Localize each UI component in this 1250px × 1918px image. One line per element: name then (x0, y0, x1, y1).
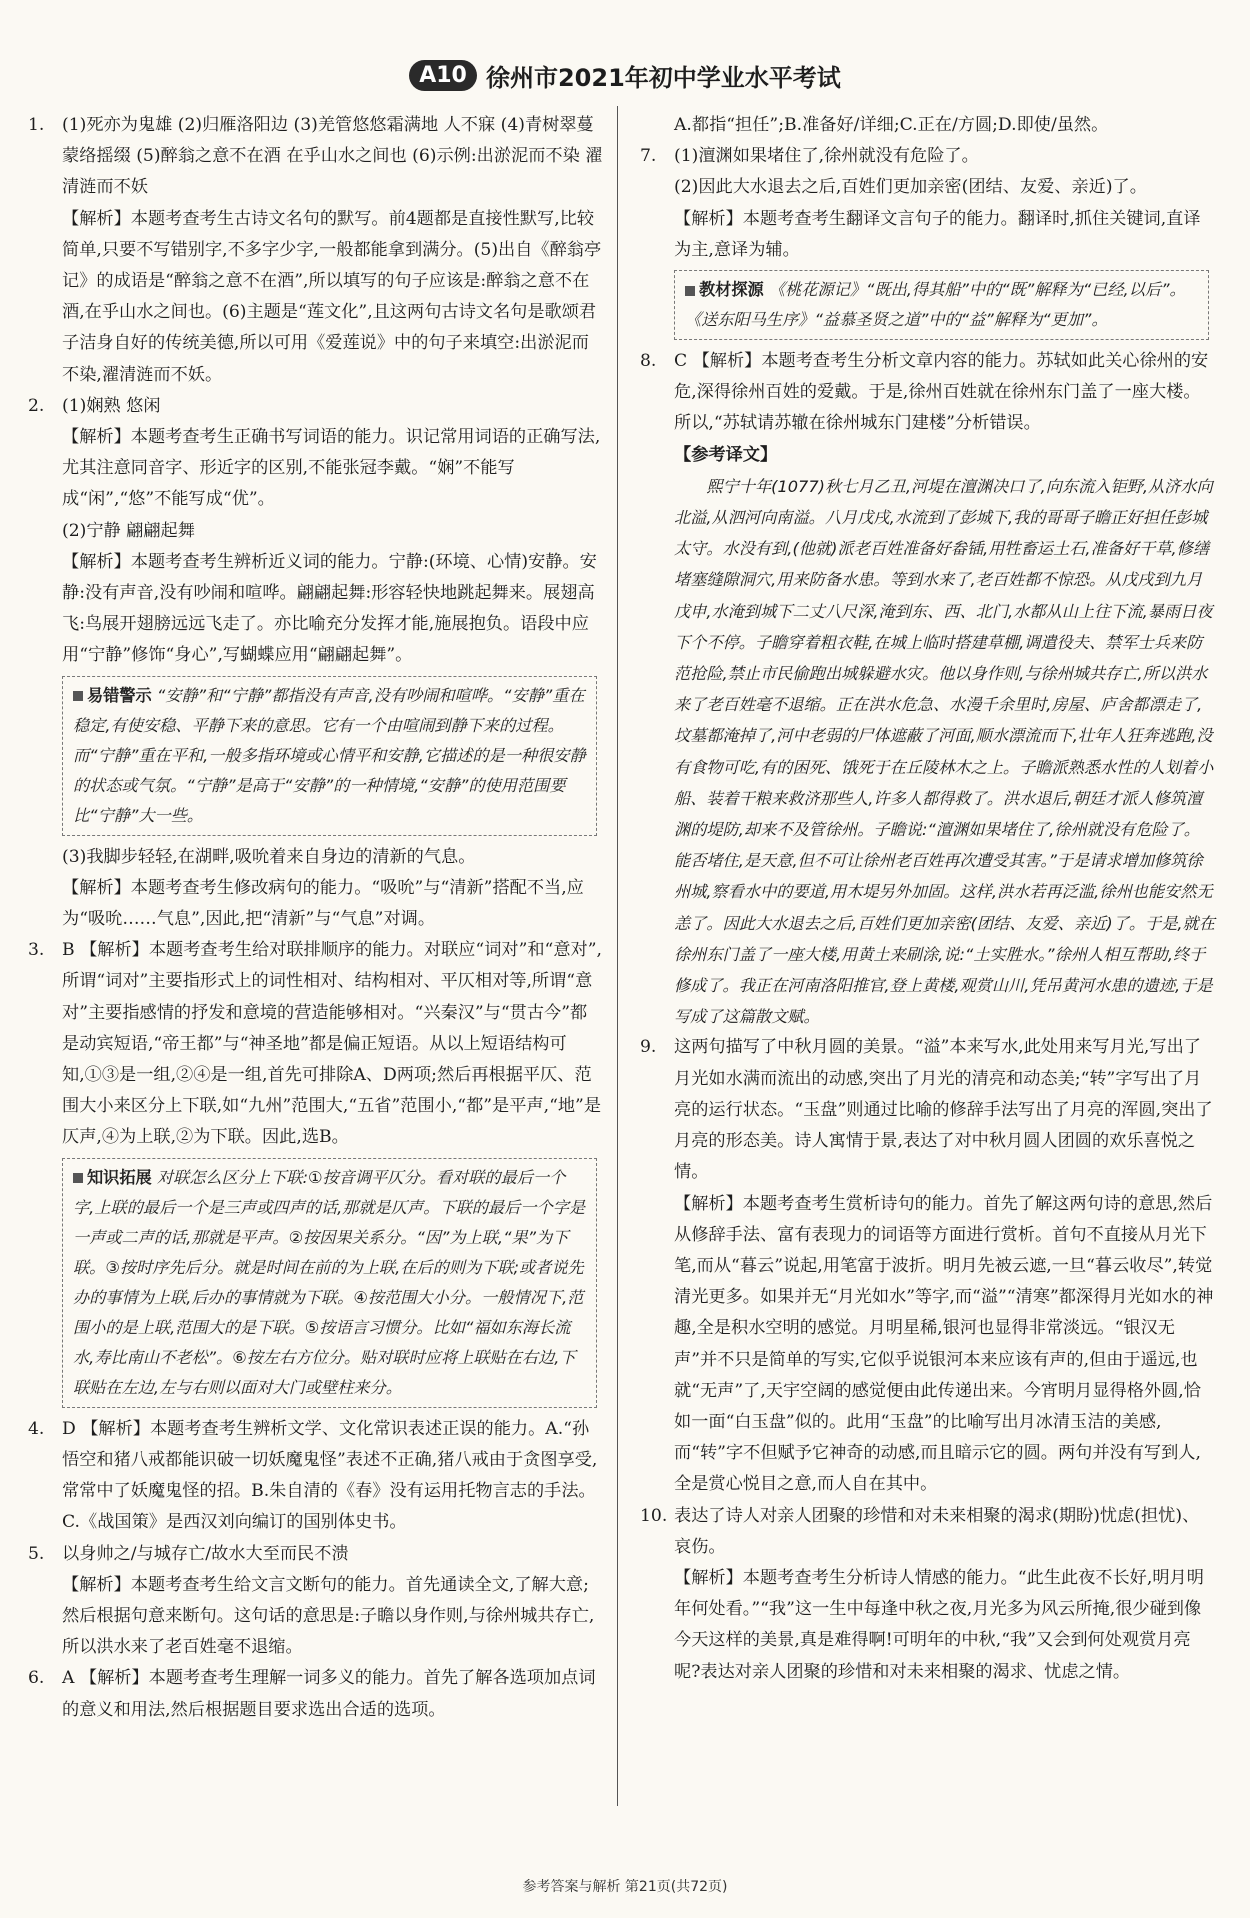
question-number: 9. (640, 1037, 657, 1058)
question-number: 5. (28, 1543, 45, 1564)
answer-text: (3)我脚步轻轻,在湖畔,吸吮着来自身边的清新的气息。 (62, 846, 476, 867)
answer-text: (1)死亦为鬼雄 (2)归雁洛阳边 (3)羌管悠悠霜满地 人不寐 (4)青树翠蔓 蒙络摇缀 (5)醉翁之意不在酒 在乎山水之间也 (6)示例:出淤泥而不染 濯清涟而不妖 (62, 115, 603, 198)
question-5 (28, 1539, 603, 1664)
page-footer: 参考答案与解析 第21页(共72页) (522, 1879, 728, 1895)
question-8 (640, 346, 1215, 471)
answer-text: B 【解析】本题考查考生给对联排顺序的能力。对联应“词对”和“意对”,所谓“词对”主要指形式上的词性相对、结构相对、平仄相对等,所谓“意对”主要指感情的抒发和意境的营造能够相对。“兴秦汉”与“贯古今”都是动宾短语,“帝王都”与“神圣地”都是偏正短语。从以上短语结构可知,①③是一组,②④是一组,首先可排除A、D两项;然后再根据平仄、范围大小来区分上下联,如“九州”范围大,“五省”范围小,“都”是平声,“地”是仄声,④为上联,②为下联。因此,选B。 (62, 940, 602, 1148)
question-number: 7. (640, 146, 657, 167)
question-10 (640, 1501, 1215, 1688)
question-6 (28, 1663, 603, 1725)
column-divider (617, 106, 618, 1806)
box-text: 《桃花源记》“既出,得其船”中的“既”解释为“已经,以后”。《送东阳马生序》“益慕圣贤之道”中的“益”解释为“更加”。 (685, 280, 1186, 330)
question-number: 3. (28, 940, 45, 961)
analysis-text: 【解析】本题考查考生赏析诗句的能力。首先了解这两句诗的意思,然后从修辞手法、富有表现力的词语等方面进行赏析。首句不直接从月光下笔,而从“暮云”说起,用笔富于波折。明月先被云遮,一旦“暮云收尽”,转觉清光更多。如果并无“月光如水”等字,而“溢”“清寒”都深得月光如水的神趣,全是积水空明的感觉。月明星稀,银河也显得非常淡远。“银汉无声”并不只是简单的写实,它似乎说银河本来应该有声的,但由于遥远,也就“无声”了,天宇空阔的感觉便由此传递出来。今宵明月显得格外圆,恰如一面“白玉盘”似的。此用“玉盘”的比喻写出月冰清玉洁的美感,而“转”字不但赋予它神奇的动感,而且暗示它的圆。两句并没有写到人,全是赏心悦目之意,而人自在其中。 (674, 1193, 1214, 1495)
analysis-text: 【解析】本题考查考生辨析近义词的能力。宁静:(环境、心情)安静。安静:没有声音,没有吵闹和喧哗。翩翩起舞:形容轻快地跳起舞来。展翅高飞:鸟展开翅膀远远飞走了。亦比喻充分发挥才能,施展抱负。语段中应用“宁静”修饰“身心”,写蝴蝶应用“翩翩起舞”。 (62, 551, 597, 666)
answer-text: 这两句描写了中秋月圆的美景。“溢”本来写水,此处用来写月光,写出了月光如水满而流出的动感,突出了月光的清亮和动态美;“转”字写出了月亮的运行状态。“玉盘”则通过比喻的修辞手法写出了月亮的浑圆,突出了月亮的形态美。诗人寓情于景,表达了对中秋月圆人团圆的欢乐喜悦之情。 (674, 1037, 1213, 1183)
question-1 (28, 110, 603, 391)
page-header (0, 58, 1250, 98)
analysis-text: 【解析】本题考查考生翻译文言句子的能力。翻译时,抓住关键词,直译为主,意译为辅。 (674, 208, 1201, 260)
question-number: 8. (640, 351, 657, 372)
question-number: 10. (640, 1505, 668, 1526)
tip-box-mistake-warning (62, 676, 597, 836)
answer-text: C 【解析】本题考查考生分析文章内容的能力。苏轼如此关心徐州的安危,深得徐州百姓的爱戴。于是,徐州百姓就在徐州东门盖了一座大楼。所以,“苏轼请苏辙在徐州城东门建楼”分析错误。 (674, 351, 1209, 434)
page-title: 徐州市2021年初中学业水平考试 (485, 64, 841, 92)
tip-box-knowledge-extension (62, 1158, 597, 1408)
question-7 (640, 141, 1215, 266)
analysis-text: 【解析】本题考查考生修改病句的能力。“吸吮”与“清新”搭配不当,应为“吸吮……气息”,因此,把“清新”与“气息”对调。 (62, 877, 584, 930)
tip-box-textbook-source (674, 270, 1209, 340)
analysis-text: 【解析】本题考查考生古诗文名句的默写。前4题都是直接性默写,比较简单,只要不写错别字,不多字少字,一般都能拿到满分。(5)出自《醉翁亭记》的成语是“醉翁之意不在酒”,所以填写的句子应该是:醉翁之意不在酒,在乎山水之间也。(6)主题是“莲文化”,且这两句古诗文名句是歌颂君子洁身自好的传统美德,所以可用《爱莲说》中的句子来填空:出淤泥而不染,濯清涟而不妖。 (62, 208, 602, 385)
answer-text: 表达了诗人对亲人团聚的珍惜和对未来相聚的渴求(期盼)忧虑(担忧)、哀伤。 (674, 1505, 1200, 1557)
box-title: 教材探源 (699, 280, 764, 300)
answer-text: (2)宁静 翩翩起舞 (62, 520, 195, 541)
right-column (640, 110, 1215, 1688)
analysis-text: 【解析】本题考查考生分析诗人情感的能力。“此生此夜不长好,明月明年何处看。”“我”这一生中每逢中秋之夜,月光多为风云所掩,很少碰到像今天这样的美景,真是难得啊!可明年的中秋,“我”又会到何处观赏月亮呢?表达对亲人团聚的珍惜和对未来相聚的渴求、忧虑之情。 (674, 1567, 1204, 1682)
exam-code-badge: A10 (409, 60, 477, 91)
analysis-text: 【解析】本题考查考生正确书写词语的能力。识记常用词语的正确写法,尤其注意同音字、形近字的区别,不能张冠李戴。“娴”不能写成“闲”,“悠”不能写成“优”。 (62, 427, 601, 510)
answer-text: (1)娴熟 悠闲 (62, 395, 161, 416)
answer-text: A 【解析】本题考查考生理解一词多义的能力。首先了解各选项加点词的意义和用法,然后根据题目要求选出合适的选项。 (62, 1668, 596, 1720)
question-2 (28, 391, 603, 672)
box-marker-icon (685, 286, 695, 296)
left-column (28, 110, 603, 1726)
reference-translation-heading: 【参考译文】 (674, 444, 778, 465)
question-number: 1. (28, 115, 45, 135)
answer-text: 以身帅之/与城存亡/故水大至而民不溃 (62, 1543, 349, 1564)
box-title: 易错警示 (87, 685, 152, 705)
answer-text: (2)因此大水退去之后,百姓们更加亲密(团结、友爱、亲近)了。 (674, 177, 1147, 198)
box-title: 知识拓展 (87, 1167, 152, 1187)
question-number: 6. (28, 1668, 45, 1689)
question-9 (640, 1032, 1215, 1500)
box-text: 对联怎么区分上下联:①按音调平仄分。看对联的最后一个字,上联的最后一个是三声或四声的话,那就是仄声。下联的最后一个字是一声或二声的话,那就是平声。②按因果关系分。“因”为上联,“果”为下联。③按时序先后分。就是时间在前的为上联,在后的则为下联;或者说先办的事情为上联,后办的事情就为下联。④按范围大小分。一般情况下,范围小的是上联,范围大的是下联。⑤按语言习惯分。比如“福如东海长流水,寿比南山不老松”。⑥按左右方位分。贴对联时应将上联贴在右边,下联贴在左边,左与右则以面对大门或壁柱来分。 (73, 1167, 586, 1397)
question-number: 4. (28, 1418, 45, 1439)
answer-text: D 【解析】本题考查考生辨析文学、文化常识表述正误的能力。A.“孙悟空和猪八戒都能识破一切妖魔鬼怪”表述不正确,猪八戒由于贪图享受,常常中了妖魔鬼怪的招。B.朱自清的《春》没有运用托物言志的手法。C.《战国策》是西汉刘向编订的国别体史书。 (62, 1418, 598, 1533)
box-text: “安静”和“宁静”都指没有声音,没有吵闹和喧哗。“安静”重在稳定,有使安稳、平静下来的意思。它有一个由喧闹到静下来的过程。而“宁静”重在平和,一般多指环境或心情平和安静,它描述的是一种很安静的状态或气氛。“宁静”是高于“安静”的一种情境,“安静”的使用范围要比“宁静”大一些。 (73, 685, 586, 825)
question-4 (28, 1414, 603, 1539)
answer-text: A.都指“担任”;B.准备好/详细;C.正在/方圆;D.即使/虽然。 (674, 115, 1109, 135)
answer-text: (1)澶渊如果堵住了,徐州就没有危险了。 (674, 146, 979, 167)
box-marker-icon (73, 1173, 83, 1183)
question-number: 2. (28, 395, 45, 416)
question-3 (28, 935, 603, 1153)
analysis-text: 【解析】本题考查考生给文言文断句的能力。首先通读全文,了解大意;然后根据句意来断句。这句话的意思是:子瞻以身作则,与徐州城共存亡,所以洪水来了老百姓毫不退缩。 (62, 1574, 595, 1658)
reference-translation-text: 熙宁十年(1077)秋七月乙丑,河堤在澶渊决口了,向东流入钜野,从济水向北溢,从泗河向南溢。八月戊戌,水流到了彭城下,我的哥哥子瞻正好担任彭城太守。水没有到,(他就)派老百姓准备好畚锸,用牲畜运土石,准备好干草,修缮堵塞缝隙洞穴,用来防备水患。等到水来了,老百姓都不惊恐。从戊戌到九月戊申,水淹到城下二丈八尺深,淹到东、西、北门,水都从山上往下流,暴雨日夜下个不停。子瞻穿着粗衣鞋,在城上临时搭建草棚,调遣役夫、禁军士兵来防范抢险,禁止市民偷跑出城躲避水灾。他以身作则,与徐州城共存亡,所以洪水来了老百姓毫不退缩。正在洪水危急、水漫千余里时,房屋、庐舍都漂走了,坟墓都淹掉了,河中老弱的尸体遮蔽了河面,顺水漂流而下,壮年人狂奔逃跑,没有食物可吃,有的困死、饿死于在丘陵林木之上。子瞻派熟悉水性的人划着小船、装着干粮来救济那些人,许多人都得救了。洪水退后,朝廷才派人修筑澶渊的堤防,却来不及管徐州。子瞻说:“澶渊如果堵住了,徐州就没有危险了。能否堵住,是天意,但不可让徐州老百姓再次遭受其害。”于是请求增加修筑徐州城,察看水中的要道,用木堤另外加固。这样,洪水若再泛滥,徐州也能安然无恙了。因此大水退去之后,百姓们更加亲密(团结、友爱、亲近)了。于是,就在徐州东门盖了一座大楼,用黄土来刷涂,说:“土实胜水。”徐州人相互帮助,终于修成了。我正在河南洛阳推官,登上黄楼,观赏山川,凭吊黄河水患的遗迹,于是写成了这篇散文赋。 (674, 476, 1215, 1027)
box-marker-icon (73, 691, 83, 701)
